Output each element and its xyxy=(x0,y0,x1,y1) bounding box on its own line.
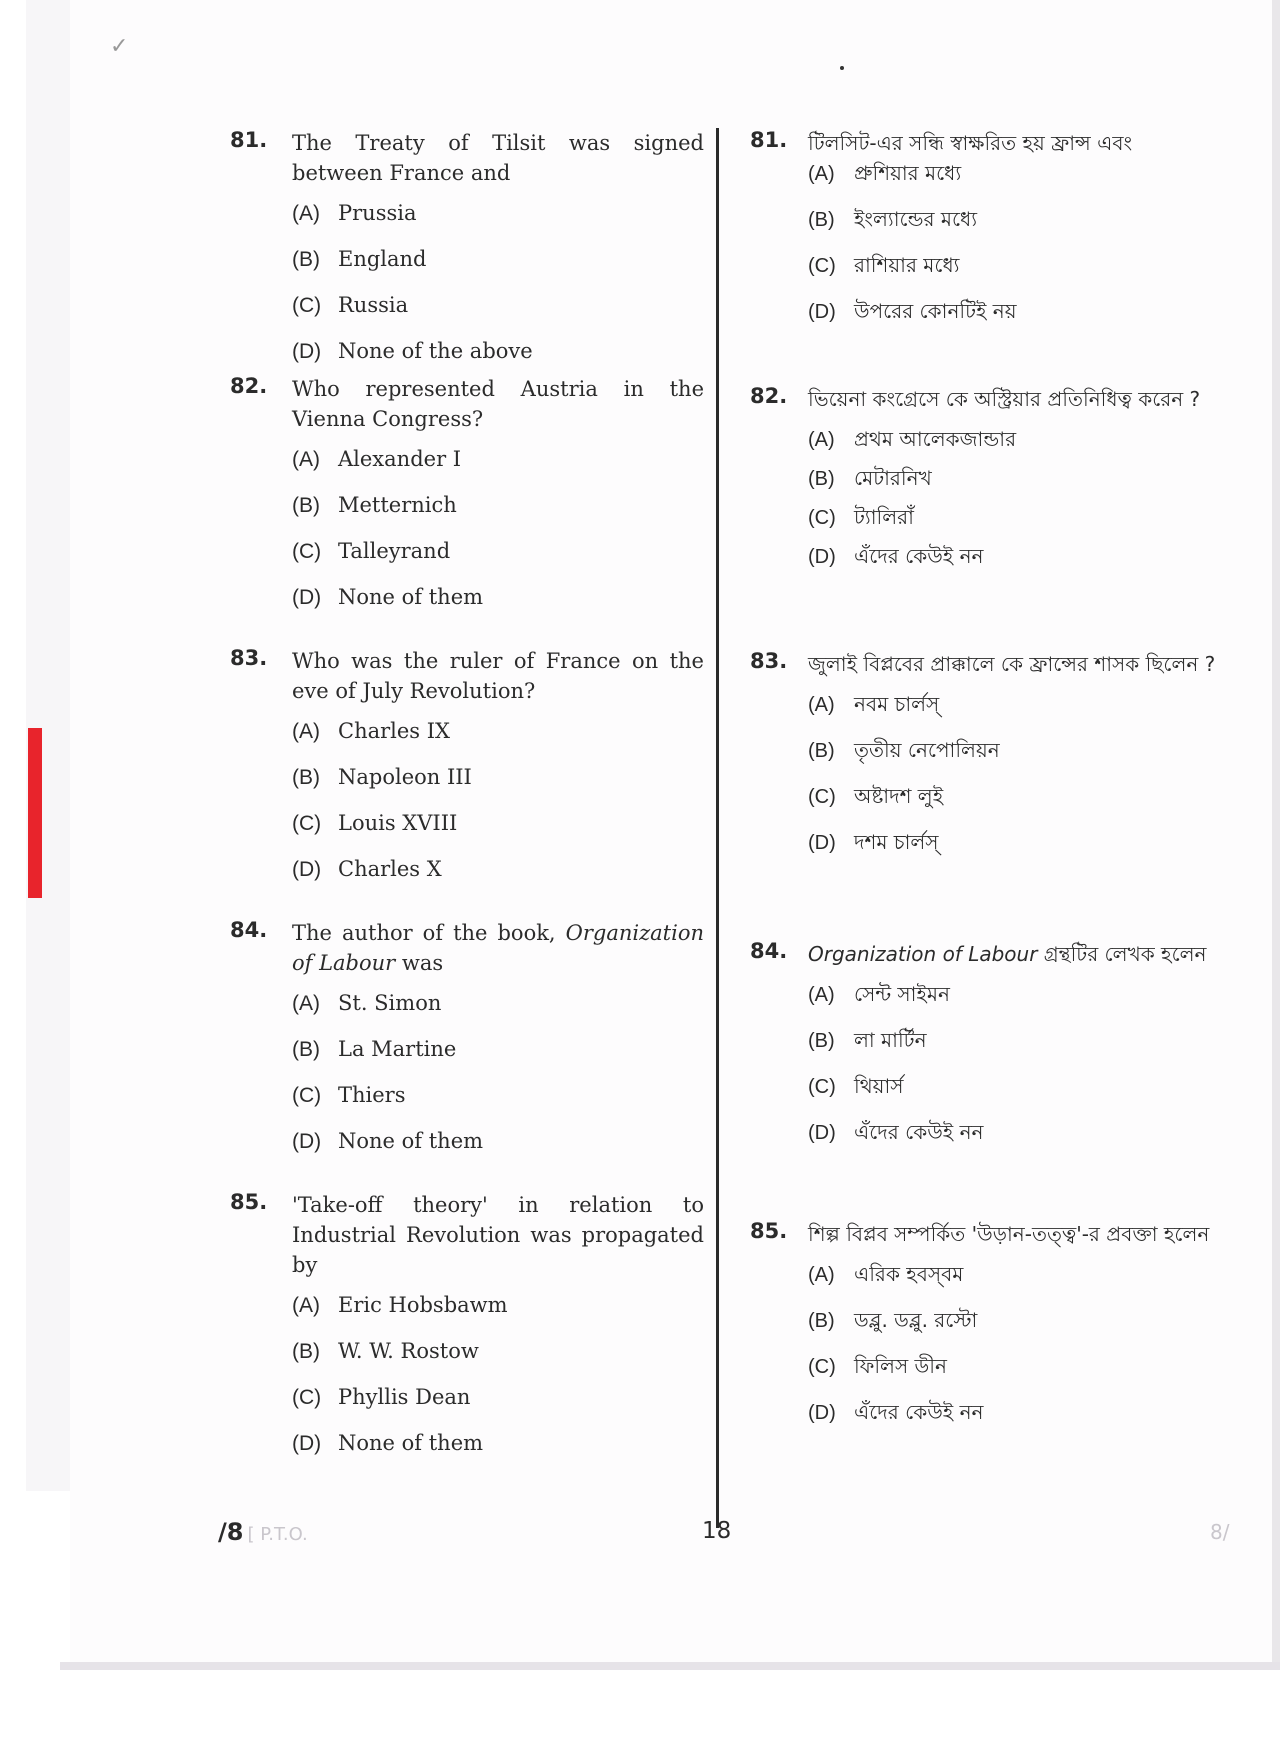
question-number: 84. xyxy=(230,918,268,942)
question-number: 83. xyxy=(230,646,268,670)
option-a: (A) Charles IX xyxy=(292,719,450,743)
question-84-en xyxy=(230,918,704,1190)
pen-mark-icon: ✓ xyxy=(110,34,129,59)
question-text: Who represented Austria in the Vienna Congress? xyxy=(292,377,704,431)
question-text: টিলসিট-এর সন্ধি স্বাক্ষরিত হয় ফ্রান্স এবং xyxy=(808,131,1133,155)
option-a: (A) St. Simon xyxy=(292,991,442,1015)
option-d: (D) None of them xyxy=(292,1431,484,1455)
option-a: (A) প্রথম আলেকজান্ডার xyxy=(808,427,1017,451)
question-82-en xyxy=(230,374,704,646)
option-b: (B) তৃতীয় নেপোলিয়ন xyxy=(808,738,1000,762)
option-d: (D) None of them xyxy=(292,1129,484,1153)
option-a: (A) Prussia xyxy=(292,201,417,225)
question-number: 81. xyxy=(750,128,788,152)
option-a: (A) Eric Hobsbawm xyxy=(292,1293,508,1317)
question-85-en xyxy=(230,1190,704,1459)
option-c: (C) থিয়ার্স xyxy=(808,1074,904,1098)
option-a: (A) নবম চার্লস্ xyxy=(808,692,940,716)
option-b: (B) ইংল্যান্ডের মধ্যে xyxy=(808,207,978,231)
option-a: (A) এরিক হবস্‌বম xyxy=(808,1262,964,1286)
question-text: The Treaty of Tilsit was signed between France and xyxy=(292,131,704,185)
option-d: (D) এঁদের কেউই নন xyxy=(808,544,984,568)
option-a: (A) Alexander I xyxy=(292,447,462,471)
option-a: (A) সেন্ট সাইমন xyxy=(808,982,950,1006)
english-column xyxy=(230,128,704,1474)
option-b: (B) মেটারনিখ xyxy=(808,466,932,490)
option-d: (D) দশম চার্লস্ xyxy=(808,830,939,854)
option-c: (C) রাশিয়ার মধ্যে xyxy=(808,253,960,277)
option-c: (C) Talleyrand xyxy=(292,539,451,563)
question-text: Who was the ruler of France on the eve of July Revolution? xyxy=(292,649,704,703)
question-text: ভিয়েনা কংগ্রেসে কে অস্ট্রিয়ার প্রতিনিধিত্ব করেন ? xyxy=(808,387,1201,411)
book-title: Organization of Labour xyxy=(292,921,704,975)
page-right-edge xyxy=(1272,0,1280,1662)
question-text: জুলাই বিপ্লবের প্রাক্কালে কে ফ্রান্সের শাসক ছিলেন ? xyxy=(808,652,1216,676)
option-d: (D) এঁদের কেউই নন xyxy=(808,1120,984,1144)
question-number: 84. xyxy=(750,939,788,963)
question-number: 82. xyxy=(230,374,268,398)
booklet-edge xyxy=(40,0,55,1491)
option-c: (C) ফিলিস ডীন xyxy=(808,1354,947,1378)
show-through-text: 8/ xyxy=(1210,1520,1230,1544)
option-c: (C) Phyllis Dean xyxy=(292,1385,471,1409)
question-text: 'Take-off theory' in relation to Industrial Revolution was propagated by xyxy=(292,1193,704,1277)
option-d: (D) Charles X xyxy=(292,857,442,881)
question-number: 85. xyxy=(750,1219,788,1243)
option-b: (B) La Martine xyxy=(292,1037,457,1061)
bengali-column xyxy=(750,128,1220,1443)
option-c: (C) Thiers xyxy=(292,1083,406,1107)
show-through-text: [ P.T.O. xyxy=(247,1524,308,1545)
option-b: (B) লা মার্টিন xyxy=(808,1028,927,1052)
option-c: (C) ট্যালিরাঁ xyxy=(808,505,914,529)
page-number: 18 xyxy=(702,1518,732,1544)
book-title: Organization of Labour xyxy=(808,942,1038,966)
question-text: The author of the book, Organization of Labour was xyxy=(292,921,704,975)
question-81-en xyxy=(230,128,704,374)
column-divider xyxy=(716,128,719,1528)
option-c: (C) অষ্টাদশ লুই xyxy=(808,784,944,808)
page-shadow xyxy=(60,1662,1280,1670)
question-82-bn xyxy=(750,384,1220,649)
booklet-code: /8 [ P.T.O. xyxy=(218,1518,308,1546)
option-b: (B) England xyxy=(292,247,427,271)
option-c: (C) Russia xyxy=(292,293,409,317)
question-number: 81. xyxy=(230,128,268,152)
question-number: 82. xyxy=(750,384,788,408)
option-d: (D) None of the above xyxy=(292,339,533,363)
question-81-bn xyxy=(750,128,1220,384)
option-b: (B) W. W. Rostow xyxy=(292,1339,479,1363)
option-d: (D) এঁদের কেউই নন xyxy=(808,1400,984,1424)
option-d: (D) উপরের কোনটিই নয় xyxy=(808,299,1017,323)
question-number: 85. xyxy=(230,1190,268,1214)
question-83-bn xyxy=(750,649,1220,939)
question-84-bn xyxy=(750,939,1220,1219)
option-b: (B) Napoleon III xyxy=(292,765,472,789)
question-85-bn xyxy=(750,1219,1220,1428)
stray-dot xyxy=(840,66,844,70)
option-a: (A) প্রুশিয়ার মধ্যে xyxy=(808,161,962,185)
option-b: (B) ডব্লু. ডব্লু. রস্টো xyxy=(808,1308,978,1332)
question-83-en xyxy=(230,646,704,918)
red-tab-marker xyxy=(28,728,42,898)
question-number: 83. xyxy=(750,649,788,673)
question-text: Organization of Labour গ্রন্থটির লেখক হলেন xyxy=(808,942,1207,966)
option-d: (D) None of them xyxy=(292,585,484,609)
option-b: (B) Metternich xyxy=(292,493,457,517)
question-text: শিল্প বিপ্লব সম্পর্কিত 'উড়ান-তত্ত্ব'-র প্রবক্তা হলেন xyxy=(808,1222,1210,1246)
option-c: (C) Louis XVIII xyxy=(292,811,458,835)
